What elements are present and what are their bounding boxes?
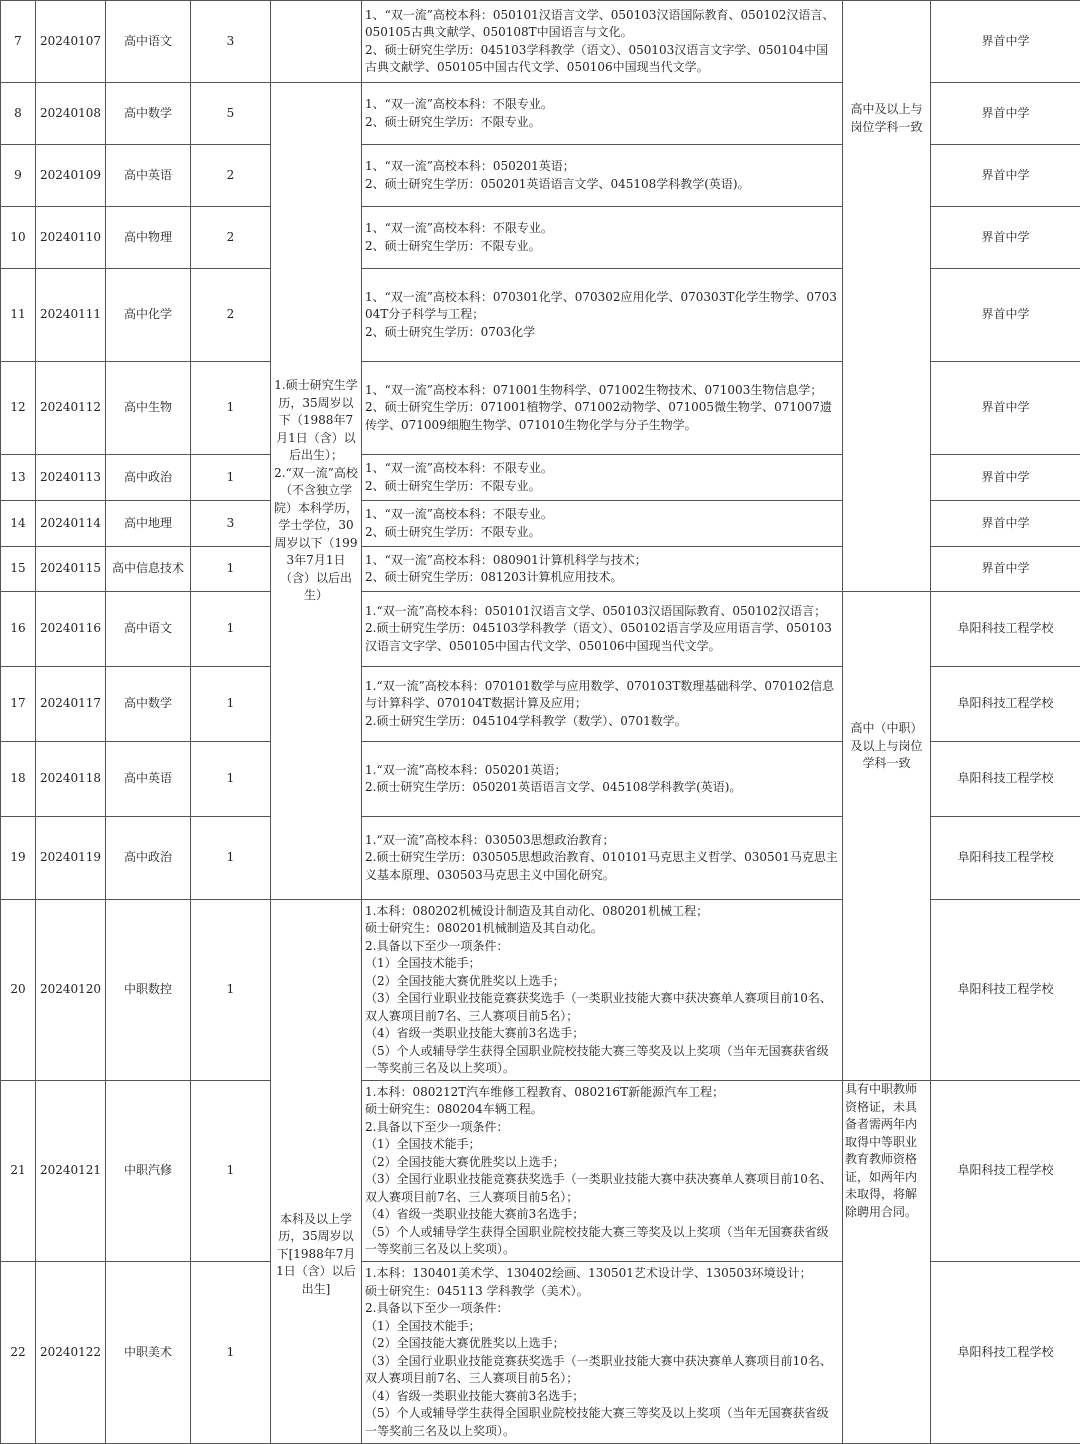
education-requirement <box>271 1 362 83</box>
table-row <box>1 1 1080 83</box>
position-code: 20240108 <box>36 83 106 145</box>
row-number: 17 <box>1 667 36 742</box>
hiring-count: 1 <box>191 742 271 817</box>
hiring-count: 2 <box>191 145 271 207</box>
hiring-count: 1 <box>191 900 271 1081</box>
table-row <box>1 1081 1080 1262</box>
employing-school: 界首中学 <box>931 455 1080 501</box>
position-name: 高中政治 <box>106 817 191 900</box>
major-requirement: 1.“双一流”高校本科：050101汉语言文学、050103汉语国际教育、050102汉语言； 2.硕士研究生学历：045103学科教学（语文）、050102语言学及应用语言学、050103汉语言文字学、050105中国古代文学、050106中国现当代文学。 <box>362 592 843 667</box>
hiring-count: 1 <box>191 592 271 667</box>
employing-school: 阜阳科技工程学校 <box>931 1081 1080 1262</box>
employing-school: 界首中学 <box>931 145 1080 207</box>
hiring-count: 3 <box>191 501 271 547</box>
hiring-count: 1 <box>191 1262 271 1444</box>
major-requirement: 1、“双一流”高校本科：071001生物科学、071002生物技术、071003生物信息学； 2、硕士研究生学历：071001植物学、071002动物学、071005微生物学、071007遗传学、071009细胞生物学、071010生物化学与分子生物学。 <box>362 362 843 455</box>
qualification-requirement: 具有中职教师资格证，未具备者需两年内取得中等职业教育教师资格证，如两年内未取得，将解除聘用合同。 <box>843 1081 931 1444</box>
employing-school: 阜阳科技工程学校 <box>931 742 1080 817</box>
employing-school: 界首中学 <box>931 547 1080 592</box>
row-number: 18 <box>1 742 36 817</box>
position-name: 高中政治 <box>106 455 191 501</box>
row-number: 13 <box>1 455 36 501</box>
position-name: 高中生物 <box>106 362 191 455</box>
employing-school: 阜阳科技工程学校 <box>931 667 1080 742</box>
employing-school: 阜阳科技工程学校 <box>931 817 1080 900</box>
major-requirement: 1.本科：130401美术学、130402绘画、130501艺术设计学、130503环境设计； 硕士研究生：045113 学科教学（美术）。 2.具备以下至少一项条件： （1）全国技术能手； （2）全国技能大赛优胜奖以上选手； （3）全国行业职业技能竞赛获奖选手（一类职业技能大赛中获决赛单人赛项目前10名、双人赛项目前7名、三人赛项目前5名）； （4）省级一类职业技能大赛前3名选手； （5）个人或辅导学生获得全国职业院校技能大赛三等奖及以上奖项（当年无国赛获省级一等奖前三名及以上奖项）。 <box>362 1262 843 1444</box>
major-requirement: 1.本科：080202机械设计制造及其自动化、080201机械工程； 硕士研究生：080201机械制造及其自动化。 2.具备以下至少一项条件： （1）全国技术能手； （2）全国技能大赛优胜奖以上选手； （3）全国行业职业技能竞赛获奖选手（一类职业技能大赛中获决赛单人赛项目前10名、双人赛项目前7名、三人赛项目前5名）； （4）省级一类职业技能大赛前3名选手； （5）个人或辅导学生获得全国职业院校技能大赛三等奖及以上奖项（当年无国赛获省级一等奖前三名及以上奖项）。 <box>362 900 843 1081</box>
row-number: 22 <box>1 1262 36 1444</box>
position-name: 高中数学 <box>106 83 191 145</box>
position-code: 20240115 <box>36 547 106 592</box>
position-code: 20240109 <box>36 145 106 207</box>
row-number: 9 <box>1 145 36 207</box>
hiring-count: 1 <box>191 1081 271 1262</box>
position-code: 20240121 <box>36 1081 106 1262</box>
hiring-count: 1 <box>191 817 271 900</box>
position-name: 高中化学 <box>106 269 191 362</box>
position-code: 20240118 <box>36 742 106 817</box>
major-requirement: 1、“双一流”高校本科：050201英语； 2、硕士研究生学历：050201英语语言文学、045108学科教学(英语)。 <box>362 145 843 207</box>
position-name: 高中地理 <box>106 501 191 547</box>
row-number: 20 <box>1 900 36 1081</box>
hiring-count: 3 <box>191 1 271 83</box>
hiring-count: 2 <box>191 207 271 269</box>
education-requirement: 1.硕士研究生学历，35周岁以下（1988年7月1日（含）以后出生）； 2.“双一流”高校（不含独立学院）本科学历，学士学位，30周岁以下（1993年7月1日（含）以后出生） <box>271 83 362 900</box>
position-code: 20240114 <box>36 501 106 547</box>
row-number: 19 <box>1 817 36 900</box>
row-number: 16 <box>1 592 36 667</box>
employing-school: 界首中学 <box>931 207 1080 269</box>
position-name: 高中物理 <box>106 207 191 269</box>
row-number: 14 <box>1 501 36 547</box>
hiring-count: 1 <box>191 455 271 501</box>
row-number: 8 <box>1 83 36 145</box>
major-requirement: 1.“双一流”高校本科：030503思想政治教育； 2.硕士研究生学历：030505思想政治教育、010101马克思主义哲学、030501马克思主义基本原理、030503马克思主义中国化研究。 <box>362 817 843 900</box>
position-code: 20240113 <box>36 455 106 501</box>
position-code: 20240111 <box>36 269 106 362</box>
row-number: 7 <box>1 1 36 83</box>
row-number: 11 <box>1 269 36 362</box>
employing-school: 界首中学 <box>931 269 1080 362</box>
row-number: 10 <box>1 207 36 269</box>
position-code: 20240110 <box>36 207 106 269</box>
row-number: 12 <box>1 362 36 455</box>
major-requirement: 1、“双一流”高校本科：070301化学、070302应用化学、070303T化学生物学、070304T分子科学与工程； 2、硕士研究生学历：0703化学 <box>362 269 843 362</box>
position-name: 高中英语 <box>106 742 191 817</box>
row-number: 15 <box>1 547 36 592</box>
position-code: 20240116 <box>36 592 106 667</box>
position-name: 中职美术 <box>106 1262 191 1444</box>
employing-school: 阜阳科技工程学校 <box>931 592 1080 667</box>
position-code: 20240112 <box>36 362 106 455</box>
major-requirement: 1.“双一流”高校本科：070101数学与应用数学、070103T数理基础科学、070102信息与计算科学、070104T数据计算及应用； 2.硕士研究生学历：045104学科教学（数学）、0701数学。 <box>362 667 843 742</box>
employing-school: 界首中学 <box>931 1 1080 83</box>
hiring-count: 5 <box>191 83 271 145</box>
major-requirement: 1.“双一流”高校本科：050201英语； 2.硕士研究生学历：050201英语语言文学、045108学科教学(英语)。 <box>362 742 843 817</box>
major-requirement: 1.本科：080212T汽车维修工程教育、080216T新能源汽车工程； 硕士研究生：080204车辆工程。 2.具备以下至少一项条件： （1）全国技术能手； （2）全国技能大赛优胜奖以上选手； （3）全国行业职业技能竞赛获奖选手（一类职业技能大赛中获决赛单人赛项目前10名、双人赛项目前7名、三人赛项目前5名）； （4）省级一类职业技能大赛前3名选手； （5）个人或辅导学生获得全国职业院校技能大赛三等奖及以上奖项（当年无国赛获省级一等奖前三名及以上奖项）。 <box>362 1081 843 1262</box>
major-requirement: 1、“双一流”高校本科：080901计算机科学与技术； 2、硕士研究生学历：081203计算机应用技术。 <box>362 547 843 592</box>
position-code: 20240120 <box>36 900 106 1081</box>
major-requirement: 1、“双一流”高校本科：不限专业。 2、硕士研究生学历：不限专业。 <box>362 83 843 145</box>
employing-school: 界首中学 <box>931 362 1080 455</box>
position-name: 中职数控 <box>106 900 191 1081</box>
education-requirement: 本科及以上学历，35周岁以下[1988年7月1日（含）以后出生] <box>271 900 362 1444</box>
position-name: 中职汽修 <box>106 1081 191 1262</box>
employing-school: 阜阳科技工程学校 <box>931 900 1080 1081</box>
position-name: 高中语文 <box>106 592 191 667</box>
position-name: 高中信息技术 <box>106 547 191 592</box>
qualification-requirement: 高中（中职）及以上与岗位学科一致 <box>843 592 931 1081</box>
employing-school: 阜阳科技工程学校 <box>931 1262 1080 1444</box>
hiring-count: 1 <box>191 667 271 742</box>
row-number: 21 <box>1 1081 36 1262</box>
table-row <box>1 592 1080 667</box>
position-code: 20240117 <box>36 667 106 742</box>
qualification-requirement: 高中及以上与岗位学科一致 <box>843 1 931 592</box>
position-name: 高中数学 <box>106 667 191 742</box>
position-name: 高中语文 <box>106 1 191 83</box>
major-requirement: 1、“双一流”高校本科：050101汉语言文学、050103汉语国际教育、050102汉语言、050105古典文献学、050108T中国语言与文化。 2、硕士研究生学历：045103学科教学（语文）、050103汉语言文字学、050104中国古典文献学、050105中国古代文学、050106中国现当代文学。 <box>362 1 843 83</box>
hiring-count: 2 <box>191 269 271 362</box>
position-code: 20240119 <box>36 817 106 900</box>
hiring-count: 1 <box>191 547 271 592</box>
employing-school: 界首中学 <box>931 83 1080 145</box>
major-requirement: 1、“双一流”高校本科：不限专业。 2、硕士研究生学历：不限专业。 <box>362 207 843 269</box>
position-name: 高中英语 <box>106 145 191 207</box>
major-requirement: 1、“双一流”高校本科：不限专业。 2、硕士研究生学历：不限专业。 <box>362 455 843 501</box>
employing-school: 界首中学 <box>931 501 1080 547</box>
position-code: 20240122 <box>36 1262 106 1444</box>
position-code: 20240107 <box>36 1 106 83</box>
major-requirement: 1、“双一流”高校本科：不限专业。 2、硕士研究生学历：不限专业。 <box>362 501 843 547</box>
hiring-count: 1 <box>191 362 271 455</box>
